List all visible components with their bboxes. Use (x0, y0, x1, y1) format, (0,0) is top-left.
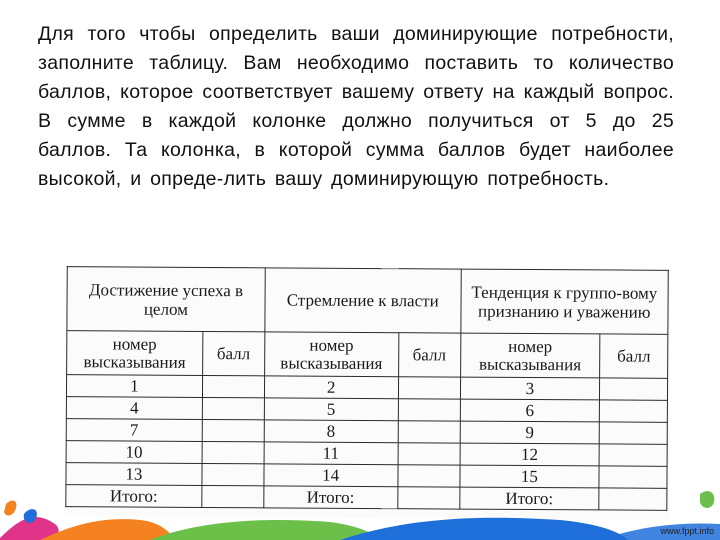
score-cell (599, 444, 667, 466)
score-cell (202, 441, 264, 463)
statement-number: 15 (459, 465, 599, 488)
statement-number: 3 (460, 377, 600, 400)
statement-number: 5 (264, 398, 398, 421)
statement-number: 8 (264, 420, 398, 443)
score-cell (600, 400, 668, 422)
green-stroke (150, 520, 380, 540)
statement-number: 13 (66, 463, 202, 486)
table-subheader-row (67, 331, 668, 379)
header-achievement: Достижение успеха в целом (67, 267, 265, 332)
score-cell (398, 377, 460, 399)
instructions-text: Для того чтобы определить ваши доминирующие потребности, заполните таблицу. Вам необходимо поставить то количество баллов, которое соответствует вашему ответу на каждый вопрос. В сумме в каждой колонке должно получиться от 5 до 25 баллов. Та колонка, в которой сумма баллов будет наиболее высокой, и опреде-лить вашу доминирующую потребность. (38, 23, 674, 190)
table-header-row (67, 267, 668, 335)
subheader-score: балл (398, 333, 460, 377)
orange-splash (4, 501, 16, 516)
total-label: Итого: (264, 486, 398, 509)
statement-number: 2 (264, 376, 398, 399)
statement-number: 11 (264, 442, 398, 465)
score-cell (202, 375, 264, 397)
header-power: Стремление к власти (265, 268, 461, 333)
score-cell (202, 419, 264, 441)
orange-stroke (40, 519, 175, 540)
total-label: Итого: (66, 485, 202, 508)
needs-score-table (65, 266, 668, 511)
statement-number: 12 (460, 443, 600, 466)
green-splash (700, 491, 714, 508)
decorative-brushstrokes (0, 480, 720, 540)
subheader-number: номер высказывания (460, 333, 600, 378)
score-cell (600, 378, 668, 400)
header-recognition: Тенденция к группо-вому признанию и уважению (460, 269, 668, 334)
score-cell (398, 421, 460, 443)
statement-number: 6 (460, 399, 600, 422)
score-cell (398, 399, 460, 421)
statement-number: 14 (264, 464, 398, 487)
total-label: Итого: (459, 487, 599, 510)
statement-number: 1 (66, 375, 202, 398)
statement-number: 7 (66, 419, 202, 442)
statement-number: 10 (66, 441, 202, 464)
site-watermark: www.fppt.info (660, 526, 714, 536)
subheader-score: балл (600, 334, 668, 378)
statement-number: 9 (460, 421, 600, 444)
score-cell (398, 443, 460, 465)
statement-number: 4 (66, 397, 202, 420)
score-cell (202, 397, 264, 419)
subheader-number: номер высказывания (67, 331, 203, 376)
subheader-score: балл (202, 331, 264, 375)
score-cell (599, 422, 667, 444)
subheader-number: номер высказывания (264, 332, 398, 377)
blue-stroke (340, 518, 628, 540)
